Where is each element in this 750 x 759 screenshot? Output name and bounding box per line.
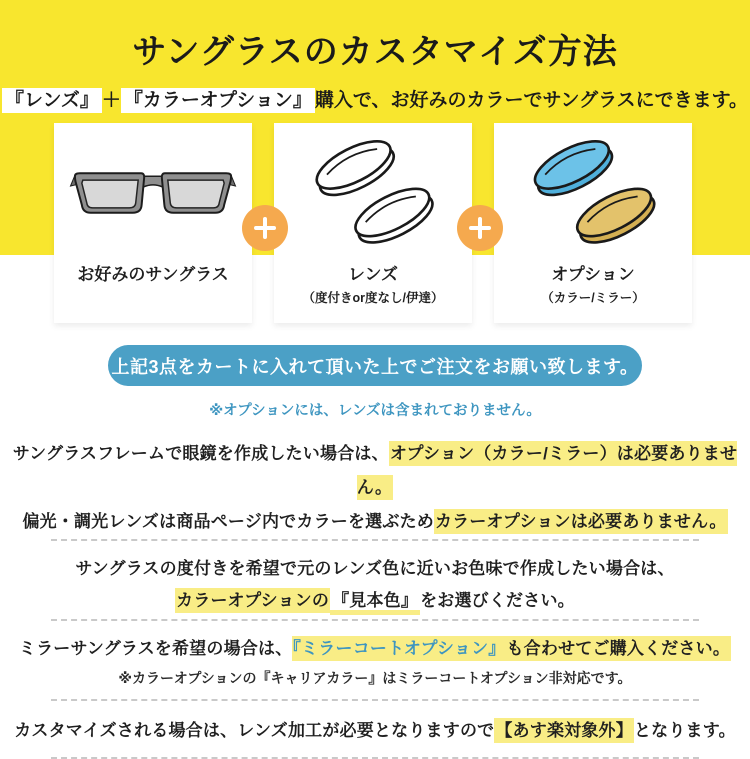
step-card-option (494, 123, 692, 323)
text-segment: 偏光・調光レンズは商品ページ内でカラーを選ぶため (22, 512, 434, 531)
subtitle-plus-text: ＋ (101, 90, 121, 111)
dashed-divider (51, 699, 699, 701)
subtitle-keyword-lens: 『レンズ』 (2, 88, 102, 113)
text-line (0, 715, 750, 747)
note-section-shipping (0, 715, 750, 747)
customize-steps (54, 123, 692, 323)
notes-area (0, 345, 750, 759)
text-segment: をお選びください。 (420, 591, 575, 610)
highlighted-text: も合わせてご購入ください。 (505, 636, 731, 661)
text-line (0, 633, 750, 665)
note-section-frame (0, 437, 750, 539)
text-segment: カスタマイズされる場合は、レンズ加工が必要となりますので (14, 721, 495, 740)
highlighted-text: カラーオプションの (175, 588, 330, 613)
text-segment: サングラスフレームで眼鏡を作成したい場合は、 (12, 444, 389, 463)
highlighted-text: 【あす楽対象外】 (494, 718, 634, 743)
step-sublabel: （カラー/ミラー） (541, 291, 645, 305)
text-segment: サングラスの度付きを希望で元のレンズ色に近いお色味で作成したい場合は、 (75, 559, 675, 578)
highlighted-text: オプション（カラー/ミラー）は必要ありません。 (357, 441, 737, 500)
carrier-color-note: ※カラーオプションの『キャリアカラー』はミラーコートオプション非対応です。 (118, 670, 632, 686)
step-label: レンズ (347, 265, 399, 284)
text-segment: ミラーサングラスを希望の場合は、 (18, 639, 293, 658)
text-segment: となります。 (633, 721, 736, 740)
text-line (0, 505, 750, 539)
text-line (0, 437, 750, 505)
step-label: お好みのサングラス (77, 265, 229, 284)
plus-icon (242, 205, 288, 251)
mirror-coat-keyword: 『ミラーコートオプション』 (292, 636, 505, 661)
text-line (0, 585, 750, 617)
color-lens-pair-icon (494, 123, 692, 265)
dashed-divider (51, 539, 699, 541)
step-label: オプション (551, 265, 635, 284)
highlighted-text: カラーオプションは必要ありません。 (434, 509, 728, 534)
order-instruction-banner: 上記3点をカートに入れて頂いた上でご注文をお願い致します。 (108, 345, 642, 386)
sample-color-keyword: 『見本色』 (332, 591, 419, 610)
note-section-mirror (0, 633, 750, 691)
page-title: サングラスのカスタマイズ方法 (132, 33, 618, 71)
sunglasses-icon (54, 123, 252, 265)
hero-subtitle (0, 85, 750, 112)
subtitle-keyword-color-option: 『カラーオプション』 (121, 88, 315, 113)
note-section-sample-color (0, 553, 750, 617)
plus-icon (457, 205, 503, 251)
step-card-lens (274, 123, 472, 323)
step-sublabel: （度付きor度なし/伊達） (302, 291, 444, 305)
option-exclusion-note: ※オプションには、レンズは含まれておりません。 (209, 403, 541, 419)
text-line (0, 553, 750, 585)
lens-pair-icon (274, 123, 472, 265)
dashed-divider (51, 619, 699, 621)
step-card-sunglasses (54, 123, 252, 323)
subtitle-tail-text: 購入で、お好みのカラーでサングラスにできます。 (314, 90, 749, 111)
